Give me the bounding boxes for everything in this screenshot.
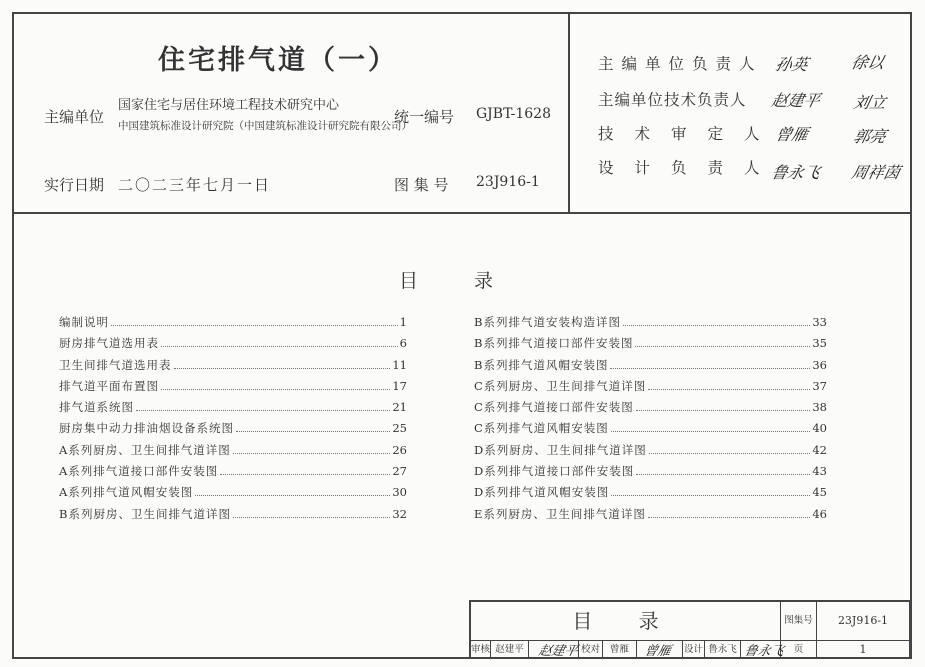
toc-leader-dots — [635, 346, 810, 347]
toc-leader-dots — [195, 495, 390, 496]
toc-leader-dots — [611, 431, 811, 432]
toc-leader-dots — [111, 325, 398, 326]
toc-leader-dots — [233, 517, 390, 518]
toc-entry[interactable] — [59, 420, 407, 441]
signature: 赵建平 — [536, 644, 580, 659]
toc-entry[interactable] — [59, 442, 407, 463]
signatory-role: 主编单位负责人 — [598, 55, 763, 73]
toc-entry-title: D系列排气道风帽安装图 — [474, 485, 610, 500]
toc-entry-page: 40 — [812, 421, 827, 436]
toc-entry-page: 11 — [392, 357, 407, 372]
page-label: 页 — [781, 641, 817, 659]
signature: 曾雁 — [773, 125, 810, 144]
review-name: 赵建平 — [491, 641, 529, 659]
toc-entry-title: C系列排气道接口部件安装图 — [474, 400, 634, 415]
editor-org-1: 国家住宅与居住环境工程技术研究中心 — [118, 98, 340, 113]
signatory-role: 主编单位技术负责人 — [598, 91, 747, 109]
toc-entry-title: B系列排气道接口部件安装图 — [474, 336, 634, 351]
toc-leader-dots — [611, 495, 810, 496]
toc-leader-dots — [636, 474, 810, 475]
toc-leader-dots — [220, 474, 390, 475]
toc-entry-title: B系列厨房、卫生间排气道详图 — [59, 506, 231, 521]
signature: 徐以 — [849, 53, 886, 72]
toc-leader-dots — [623, 325, 810, 326]
header-divider — [568, 14, 570, 214]
signatory-role: 设计负责人 — [598, 159, 781, 177]
check-name: 曾雁 — [603, 641, 637, 659]
toc-entry-page: 43 — [812, 464, 827, 479]
toc-entry-page: 36 — [812, 357, 827, 372]
toc-entry-title: A系列厨房、卫生间排气道详图 — [59, 442, 231, 457]
title-block — [469, 600, 910, 659]
toc-title-left: 目 — [399, 270, 419, 292]
check-signature — [637, 641, 683, 659]
editor-org-2: 中国建筑标准设计研究院（中国建筑标准设计研究院有限公司） — [118, 120, 412, 132]
signature: 周祥茵 — [849, 163, 902, 182]
toc-entry-title: 厨房集中动力排油烟设备系统图 — [59, 421, 234, 436]
toc-entry-title: D系列排气道接口部件安装图 — [474, 464, 635, 479]
atlas-no-label: 图 集 号 — [394, 176, 449, 194]
toc-entry[interactable] — [474, 399, 827, 420]
signature: 鲁永飞 — [769, 163, 822, 182]
date-value: 二〇二三年七月一日 — [118, 176, 272, 194]
signature: 孙英 — [773, 55, 810, 74]
toc-entry-title: D系列厨房、卫生间排气道详图 — [474, 442, 647, 457]
toc-entry-title: E系列厨房、卫生间排气道详图 — [474, 506, 646, 521]
toc-entry[interactable] — [474, 442, 827, 463]
toc-entry-title: C系列排气道风帽安装图 — [474, 421, 609, 436]
toc-leader-dots — [648, 517, 810, 518]
toc-entry[interactable] — [59, 484, 407, 505]
atlas-title: 住宅排气道（一） — [158, 45, 398, 76]
design-label: 设计 — [683, 641, 705, 659]
design-name: 鲁永飞 — [705, 641, 741, 659]
toc-entry-page: 1 — [399, 315, 407, 329]
drawing-frame — [12, 12, 912, 659]
signature: 郭亮 — [851, 127, 888, 146]
toc-leader-dots — [649, 453, 811, 454]
toc-entry-title: 排气道平面布置图 — [59, 378, 159, 393]
toc-left-column — [59, 314, 407, 527]
toc-entry[interactable] — [59, 378, 407, 399]
toc-entry[interactable] — [474, 506, 827, 527]
toc-entry-page: 33 — [812, 315, 827, 329]
toc-right-column — [474, 314, 827, 527]
toc-leader-dots — [648, 389, 810, 390]
toc-entry-page: 21 — [392, 400, 407, 415]
unified-no-label: 统一编号 — [394, 108, 455, 126]
toc-entry-title: 卫生间排气道选用表 — [59, 357, 172, 372]
toc-entry[interactable] — [474, 463, 827, 484]
toc-entry-title: C系列厨房、卫生间排气道详图 — [474, 378, 647, 393]
toc-leader-dots — [161, 389, 390, 390]
header-panel — [14, 14, 910, 214]
title-block-atlas-label: 图集号 — [781, 602, 817, 641]
toc-entry-title: 排气道系统图 — [59, 400, 134, 415]
toc-leader-dots — [174, 368, 391, 369]
toc-entry-page: 30 — [392, 485, 407, 500]
signature: 赵建平 — [769, 91, 822, 110]
toc-entry-title: 编制说明 — [59, 315, 109, 329]
toc-entry-page: 45 — [812, 485, 827, 500]
toc-entry-page: 17 — [392, 378, 407, 393]
toc-entry-page: 32 — [392, 506, 407, 521]
check-label: 校对 — [579, 641, 603, 659]
toc-leader-dots — [636, 410, 811, 411]
toc-leader-dots — [161, 346, 398, 347]
toc-entry[interactable] — [474, 335, 827, 356]
toc-title-right: 录 — [474, 270, 494, 292]
review-signature — [529, 641, 579, 659]
toc-entry[interactable] — [474, 357, 827, 378]
toc-entry-title: 厨房排气道选用表 — [59, 336, 159, 351]
toc-entry[interactable] — [474, 420, 827, 441]
toc-entry-page: 37 — [812, 378, 827, 393]
signature: 曾雁 — [642, 644, 673, 659]
toc-entry-page: 42 — [812, 442, 827, 457]
toc-entry-title: B系列排气道安装构造详图 — [474, 315, 621, 329]
atlas-no: 23J916-1 — [476, 174, 540, 190]
toc-leader-dots — [610, 368, 810, 369]
toc-entry[interactable] — [59, 506, 407, 527]
toc-entry-page: 38 — [812, 400, 827, 415]
toc-leader-dots — [136, 410, 390, 411]
toc-entry-title: A系列排气道接口部件安装图 — [59, 464, 219, 479]
toc-entry[interactable] — [59, 335, 407, 356]
toc-leader-dots — [236, 431, 390, 432]
editor-label: 主编单位 — [44, 108, 105, 126]
date-label: 实行日期 — [44, 176, 105, 194]
review-label: 审核 — [471, 641, 491, 659]
signature: 刘立 — [851, 93, 888, 112]
title-block-atlas-no: 23J916-1 — [817, 602, 910, 641]
toc-entry-title: A系列排气道风帽安装图 — [59, 485, 194, 500]
toc-entry[interactable] — [59, 357, 407, 378]
toc-entry[interactable] — [59, 463, 407, 484]
toc-entry[interactable] — [59, 314, 407, 335]
toc-entry[interactable] — [474, 378, 827, 399]
toc-entry-page: 25 — [392, 421, 407, 436]
toc-entry-page: 26 — [392, 442, 407, 457]
toc-entry[interactable] — [59, 399, 407, 420]
signature: 鲁永飞 — [742, 644, 786, 659]
toc-entry-page: 27 — [392, 464, 407, 479]
signatory-role: 技术审定人 — [598, 125, 781, 143]
page-number: 1 — [817, 641, 910, 659]
toc-entry-page: 46 — [812, 506, 827, 521]
toc-entry-title: B系列排气道风帽安装图 — [474, 357, 609, 372]
design-signature — [741, 641, 786, 659]
unified-no: GJBT-1628 — [476, 106, 551, 122]
toc-entry[interactable] — [474, 314, 827, 335]
title-block-title: 目 录 — [471, 602, 781, 641]
toc-leader-dots — [233, 453, 391, 454]
toc-entry-page: 35 — [812, 336, 827, 351]
toc-entry-page: 6 — [399, 336, 407, 351]
toc-entry[interactable] — [474, 484, 827, 505]
